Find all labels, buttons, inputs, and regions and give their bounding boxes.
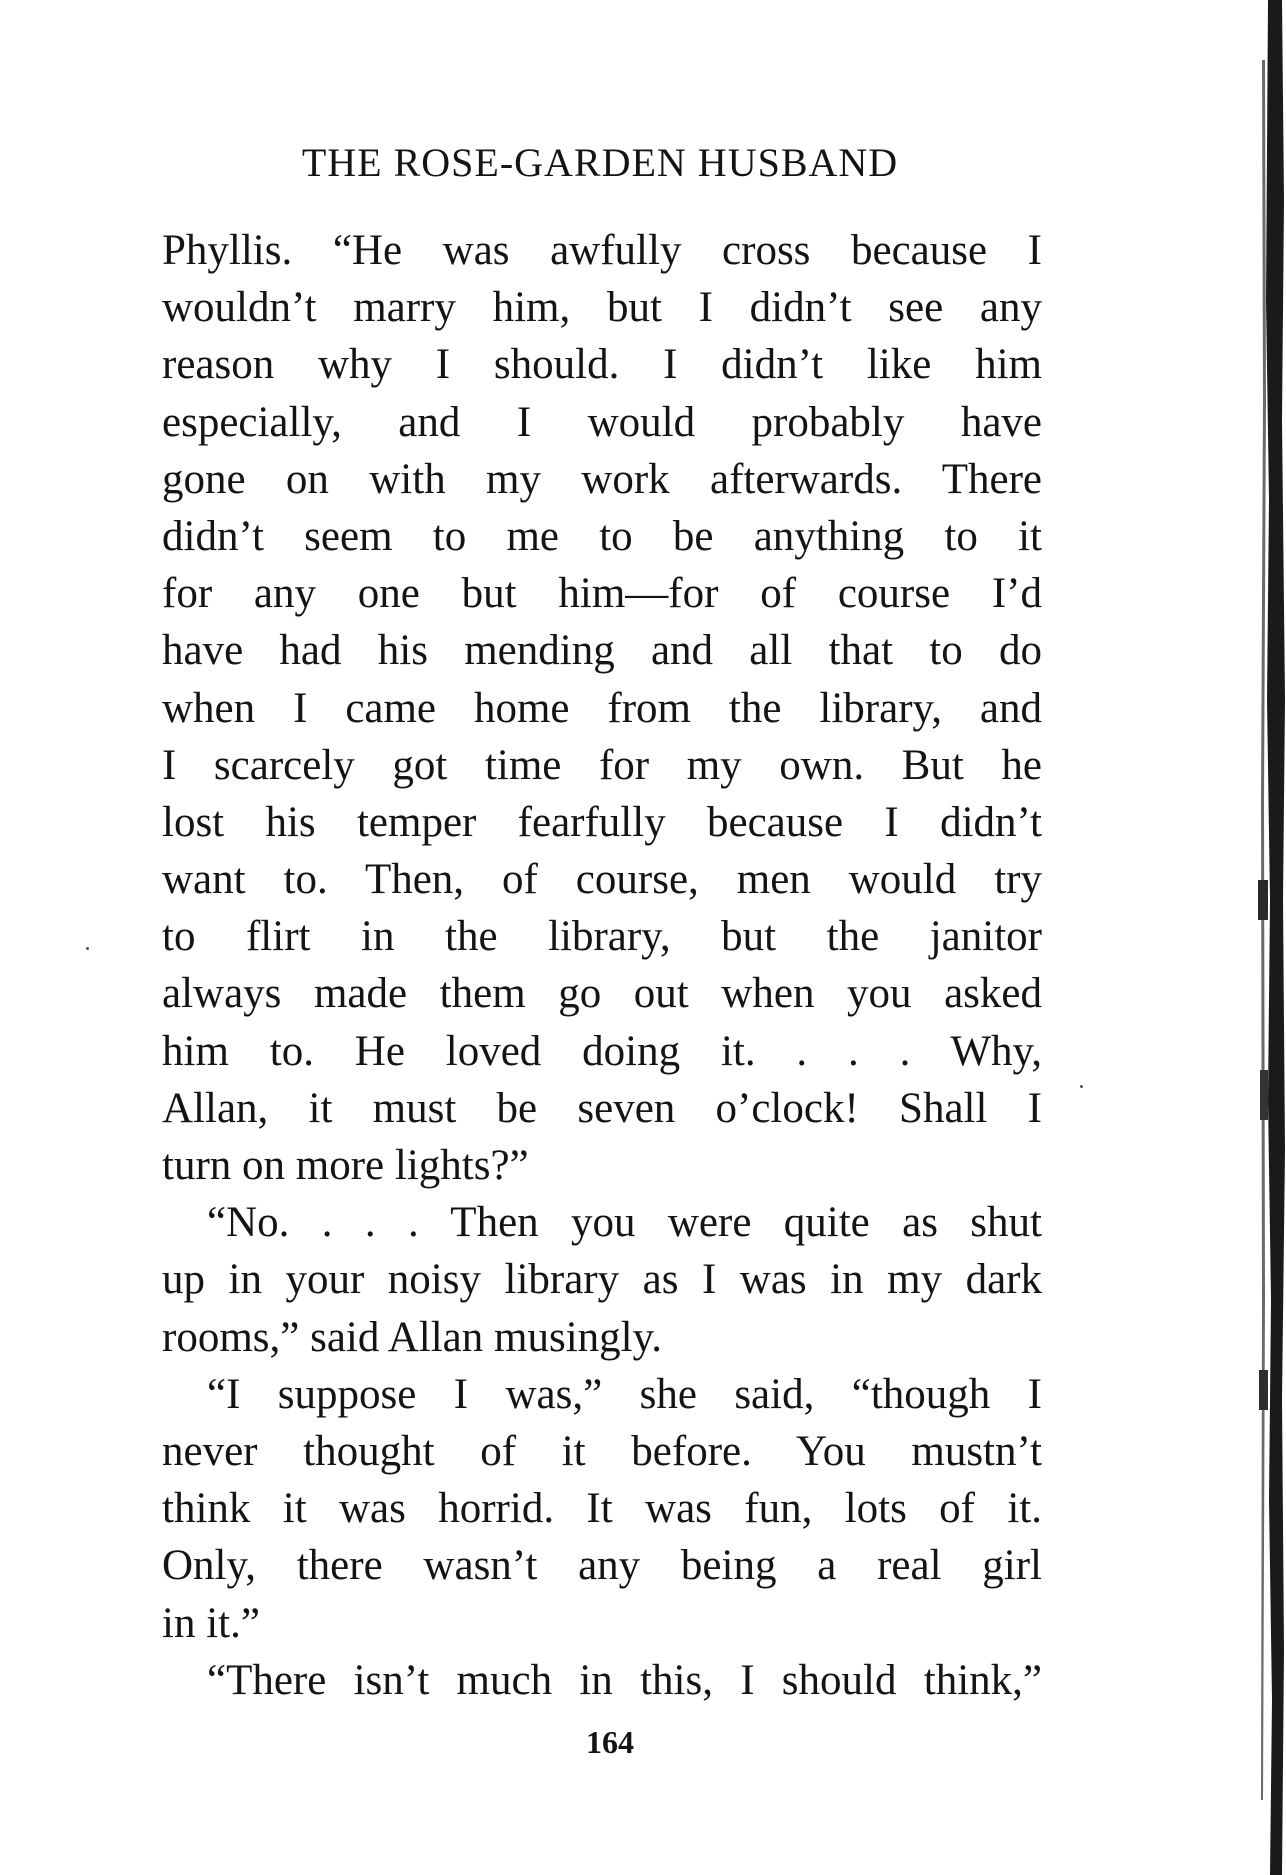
- text-line: Only, there wasn’t any being a real girl: [162, 1542, 1042, 1590]
- text-line: didn’t seem to me to be anything to it: [162, 512, 1042, 560]
- spine-blot: [1260, 1070, 1268, 1120]
- body-text: [162, 222, 1042, 1709]
- binding-shadow: [1238, 0, 1286, 1875]
- text-line: I scarcely got time for my own. But he: [162, 741, 1042, 789]
- spine-blot: [1259, 1370, 1268, 1410]
- text-line: have had his mending and all that to do: [162, 627, 1042, 675]
- text-line: turn on more lights?”: [162, 1142, 529, 1189]
- spine-edge-shadow: [1266, 0, 1285, 1875]
- spine-inner-streak: [1261, 60, 1266, 1800]
- paper-speck: [86, 947, 89, 950]
- paper-speck: [1080, 1085, 1083, 1088]
- text-line: for any one but him—for of course I’d: [162, 570, 1042, 618]
- text-line: reason why I should. I didn’t like him: [162, 341, 1042, 389]
- text-line: never thought of it before. You mustn’t: [162, 1427, 1042, 1475]
- text-line: when I came home from the library, and: [162, 684, 1042, 732]
- text-line: especially, and I would probably have: [162, 398, 1042, 446]
- page-number: 164: [586, 1724, 634, 1760]
- text-line: Phyllis. “He was awfully cross because I: [162, 227, 1042, 274]
- text-line: to flirt in the library, but the janitor: [162, 913, 1042, 961]
- text-line: “No. . . . Then you were quite as shut: [207, 1199, 1042, 1247]
- text-line: in it.”: [162, 1599, 260, 1647]
- text-line: gone on with my work afterwards. There: [162, 455, 1042, 503]
- running-head: THE ROSE-GARDEN HUSBAND: [301, 140, 899, 185]
- text-line: up in your noisy library as I was in my dark: [162, 1256, 1042, 1304]
- spine-blot: [1258, 880, 1268, 920]
- text-line: want to. Then, of course, men would try: [162, 856, 1042, 904]
- text-line: think it was horrid. It was fun, lots of it.: [162, 1485, 1042, 1533]
- text-line: Allan, it must be seven o’clock! Shall I: [162, 1084, 1042, 1132]
- text-line: him to. He loved doing it. . . . Why,: [162, 1027, 1042, 1075]
- text-line: “I suppose I was,” she said, “though I: [207, 1370, 1042, 1418]
- text-line: always made them go out when you asked: [162, 970, 1042, 1018]
- text-line: rooms,” said Allan musingly.: [162, 1313, 663, 1361]
- text-line: “There isn’t much in this, I should think,”: [207, 1656, 1042, 1704]
- text-line: wouldn’t marry him, but I didn’t see any: [162, 284, 1042, 332]
- text-line: lost his temper fearfully because I didn’t: [162, 798, 1042, 846]
